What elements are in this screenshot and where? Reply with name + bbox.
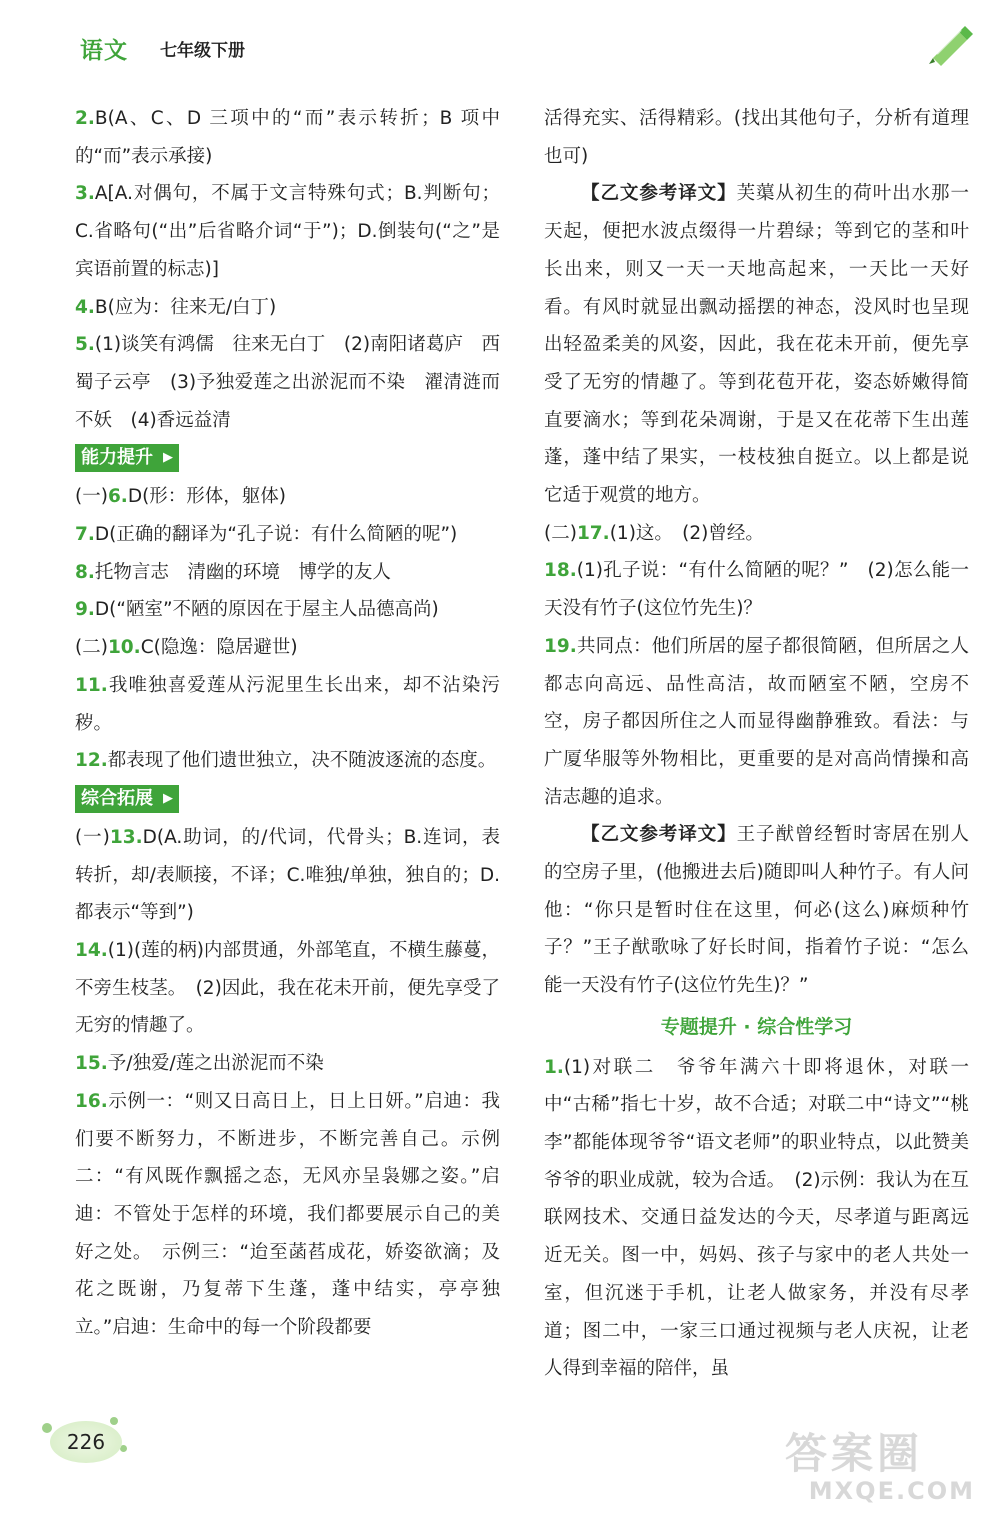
answer-7: 7.D(正确的翻译为“孔子说：有什么简陋的呢”) [75,524,458,546]
answer-5: 5.(1)谈笑有鸿儒 往来无白丁 (2)南阳诸葛庐 西蜀子云亭 (3)予独爱莲之出淤泥而不染 濯清涟而不妖 (4)香远益清 [75,334,500,431]
answer-3: 3.A[A.对偶句，不属于文言特殊句式；B.判断句；C.省略句(“出”后省略介词“于”)；D.倒装句(“之”是宾语前置的标志)] [75,183,500,280]
answer-11: 11.我唯独喜爱莲从污泥里生长出来，却不沾染污秽。 [75,674,500,734]
section-badge-ability: 能力提升 ▶ [75,444,179,472]
section-title-topic: 专题提升 · 综合性学习 [660,1015,853,1038]
grade-title: 七年级下册 [160,41,245,61]
answer-2: 2.B(A、C、D 三项中的“而”表示转折；B 项中的“而”表示承接) [75,108,500,167]
answer-14: 14.(1)(莲的柄)内部贯通，外部笔直，不横生藤蔓，不旁生枝茎。 (2)因此，我在花未开前，便先享受了无穷的情趣了。 [75,940,500,1037]
section-badge-extension: 综合拓展 ▶ [75,785,179,813]
answer-8: 8.托物言志 清幽的环境 博学的友人 [75,561,391,583]
left-column [75,100,500,1347]
leaf-dot-icon [42,1423,52,1433]
watermark [785,1430,985,1510]
translation-2: 【乙文参考译文】王子猷曾经暂时寄居在别人的空房子里，(他搬进去后)随即叫人种竹子。有人问他：“你只是暂时住在这里，何必(这么)麻烦种竹子？”王子猷歌咏了好长时间，指着竹子说：“怎么能一天没有竹子(这位竹先生)？” [544,824,969,997]
play-arrow-icon: ▶ [163,790,173,806]
answer-12: 12.都表现了他们遗世独立，决不随波逐流的态度。 [75,750,497,772]
topic-answer-1: 1.(1)对联二 爷爷年满六十即将退休，对联一中“古稀”指七十岁，故不合适；对联二中“诗文”“桃李”都能体现爷爷“语文老师”的职业特点，以此赞美爷爷的职业成就，较为合适。 (2)示例：我认为在互联网技术、交通日益发达的今天，尽孝道与距离远近无关。图一中，妈妈、孩子与家中的老人共处一室，但沉迷于手机，让老人做家务，并没有尽孝道；图二中，一家三口通过视频与老人庆祝，让老人得到幸福的陪伴，虽 [544,1056,969,1380]
answer-16: 16.示例一：“则又日高日上，日上日妍。”启迪：我们要不断努力，不断进步，不断完善自己。示例二：“有风既作飘摇之态，无风亦呈袅娜之姿。”启迪：不管处于怎样的环境，我们都要展示自己的美好之处。 示例三：“迨至菡萏成花，娇姿欲滴；及花之既谢，乃复蒂下生蓬，蓬中结实，亭亭独立。”启迪：生命中的每一个阶段都要 [75,1090,500,1339]
watermark-text: 答案圈 [785,1429,924,1478]
pencil-icon [925,18,975,66]
page-number: 226 [50,1421,122,1463]
watermark-url: MXQE.COM [808,1477,975,1505]
page-number-badge [40,1415,130,1475]
play-arrow-icon: ▶ [163,450,173,466]
answer-4: 4.B(应为：往来无/白丁) [75,296,277,318]
answer-15: 15.予/独爱/莲之出淤泥而不染 [75,1053,324,1075]
answer-6: (一)6.D(形：形体，躯体) [75,486,287,508]
answer-19: 19.共同点：他们所居的屋子都很简陋，但所居之人都志向高远、品性高洁，故而陋室不陋，空房不空，房子都因所住之人而显得幽静雅致。看法：与广厦华服等外物相比，更重要的是对高尚情操和高洁志趣的追求。 [544,635,969,808]
subject-title: 语文 [80,38,128,64]
answer-18: 18.(1)孔子说：“有什么简陋的呢？” (2)怎么能一天没有竹子(这位竹先生)？ [544,560,969,620]
answer-9: 9.D(“陋室”不陋的原因在于屋主人品德高尚) [75,599,439,621]
answer-10: (二)10.C(隐逸：隐居避世) [75,637,298,659]
answer-13: (一)13.D(A.助词，的/代词，代骨头；B.连词，表转折，却/表顺接，不译；C.唯独/单独，独自的；D.都表示“等到”) [75,826,500,924]
leaf-dot-icon [110,1417,118,1425]
page-header [0,0,1000,80]
answer-16-continued: 活得充实、活得精彩。(找出其他句子，分析有道理也可) [544,108,969,167]
answer-17: (二)17.(1)这。 (2)曾经。 [544,522,764,544]
translation-1: 【乙文参考译文】芙蕖从初生的荷叶出水那一天起，便把水波点缀得一片碧绿；等到它的茎和叶长出来，则又一天一天地高起来，一天比一天好看。有风时就显出飘动摇摆的神态，没风时也呈现出轻盈柔美的风姿，因此，我在花未开前，便先享受了无穷的情趣了。等到花苞开花，姿态娇嫩得简直要滴水；等到花朵凋谢，于是又在花蒂下生出莲蓬，蓬中结了果实，一枝枝独自挺立。以上都是说它适于观赏的地方。 [544,183,969,507]
right-column [544,100,969,1388]
